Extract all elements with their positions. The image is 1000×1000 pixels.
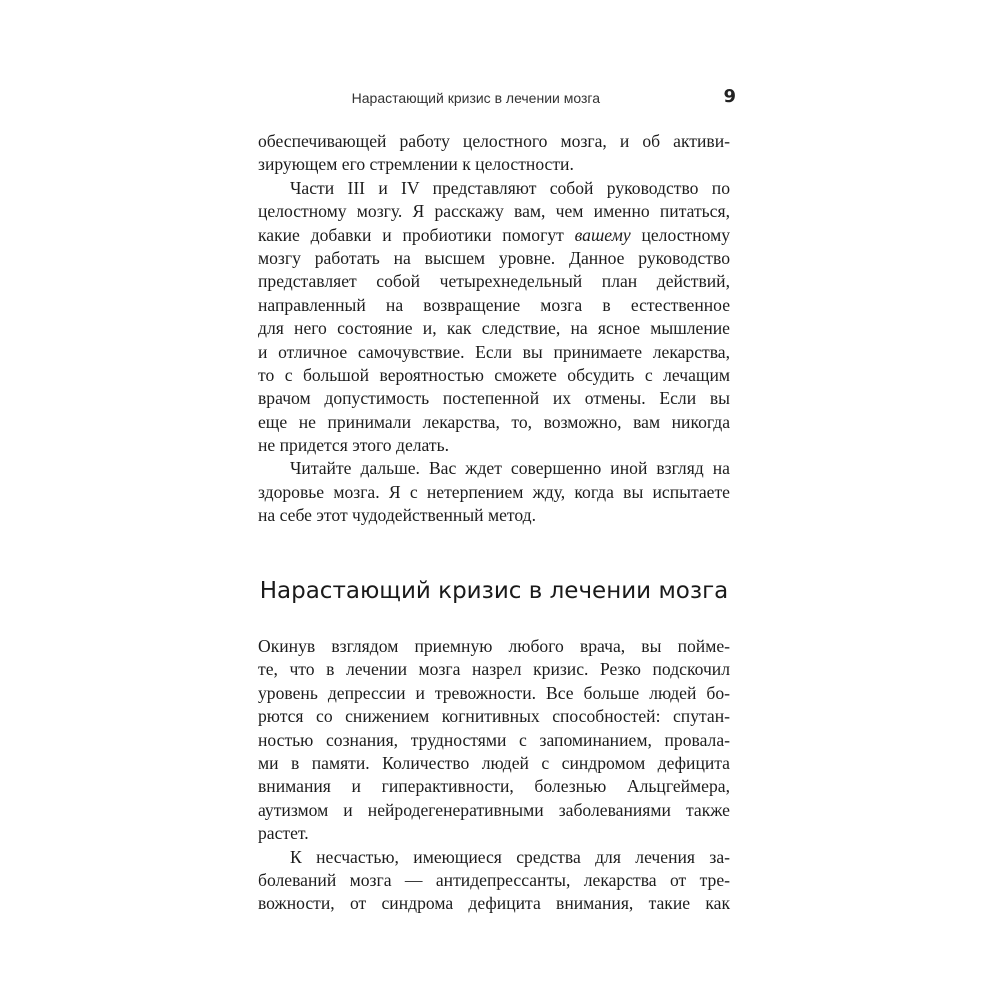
text-line: здоровье мозга. Я с нетерпением жду, когда вы испытаете [258,481,730,502]
page-number: 9 [723,86,736,107]
text-line: врачом допустимость постепенной их отмены. Если вы [258,388,730,409]
text-line: на себе этот чудодейственный метод. [258,505,537,526]
text-line: К несчастью, имеющиеся средства для лечения за- [290,846,730,867]
text-line: и отличное самочувствие. Если вы принимаете лекарства, [258,341,730,362]
emphasis-word: вашему [574,224,631,245]
text-line: рются со снижением когнитивных способностей: спутан- [258,706,730,727]
text-line: внимания и гиперактивности, болезнью Альцгеймера, [258,776,730,797]
text-line: растет. [258,823,309,844]
text-line: Читайте дальше. Вас ждет совершенно иной взгляд на [290,458,730,479]
text-line: уровень депрессии и тревожности. Все больше людей бо- [258,682,730,703]
text-line: обеспечивающей работу целостного мозга, и об активи- [258,131,730,151]
running-title: Нарастающий кризис в лечении мозга [351,90,600,106]
text-segment: целостному [641,224,730,245]
text-line: аутизмом и нейродегенеративными заболеваниями также [258,799,730,820]
text-line: мозгу работать на высшем уровне. Данное руководство [258,247,730,268]
text-line: те, что в лечении мозга назрел кризис. Резко подскочил [258,659,730,680]
running-head [258,86,740,110]
body-text-top [258,130,730,528]
text-line: Части III и IV представляют собой руководство по [290,177,730,198]
text-line: ностью сознания, трудностями с запоминанием, провала- [258,729,730,750]
text-line: зирующем его стремлении к целостности. [258,154,574,175]
text-line: для него состояние и, как следствие, на ясное мышление [258,318,730,339]
text-line: болеваний мозга — антидепрессанты, лекарства от тре- [258,869,730,890]
text-line: направленный на возвращение мозга в естественное [258,294,730,315]
text-line: вожности, от синдрома дефицита внимания, такие как [258,893,730,914]
text-segment: какие добавки и пробиотики помогут [258,224,564,245]
text-line: не придется этого делать. [258,435,449,456]
text-line: ми в памяти. Количество людей с синдромом дефицита [258,752,730,773]
text-line: еще не принимали лекарства, то, возможно, вам никогда [258,411,730,432]
body-text-bottom [258,635,730,916]
text-line: целостному мозгу. Я расскажу вам, чем именно питаться, [258,201,730,222]
text-line: то с большой вероятностью сможете обсудить с лечащим [258,364,730,385]
text-line: представляет собой четырехнедельный план действий, [258,271,730,292]
section-heading: Нарастающий кризис в лечении мозга [259,578,729,604]
text-line: Окинув взглядом приемную любого врача, вы пойме- [258,636,730,656]
text-line-with-emphasis [258,224,730,247]
